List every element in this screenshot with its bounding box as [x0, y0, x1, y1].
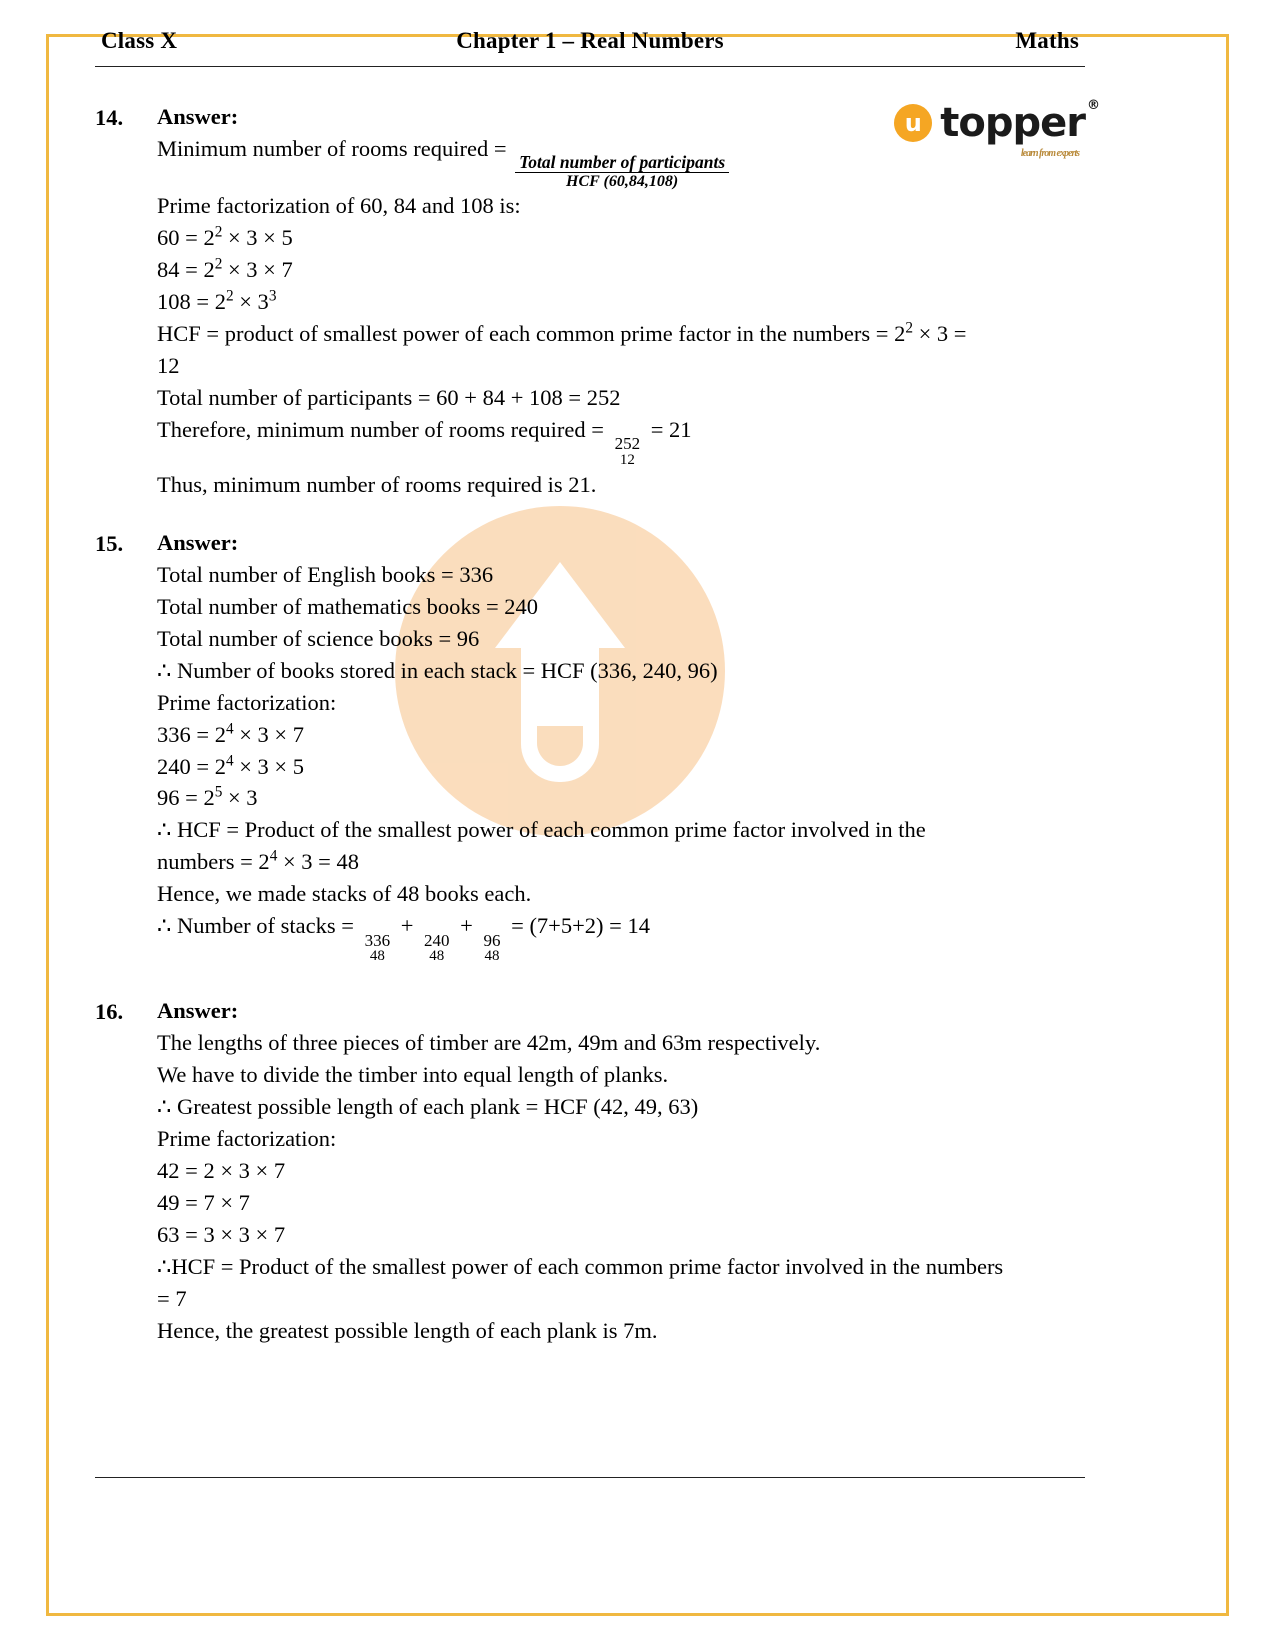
q14-line-3-b: × 3 × 5	[222, 225, 293, 251]
q15-line-10-a: numbers = 2	[157, 849, 270, 875]
q15-line-10-b: × 3 = 48	[277, 849, 359, 875]
q14-line-7: 12	[157, 353, 180, 379]
q15-fraction-3-denominator: 48	[484, 948, 500, 965]
answers-body	[95, 101, 1085, 1346]
q16-line-4: Prime factorization:	[157, 1125, 337, 1151]
q14-fraction-2-denominator: 12	[619, 452, 635, 469]
question-number-14: 14.	[95, 105, 124, 130]
q15-line-6-b: × 3 × 7	[233, 721, 304, 747]
q16-line-5: 42 = 2 × 3 × 7	[157, 1157, 286, 1183]
q15-fraction-2-denominator: 48	[429, 948, 445, 965]
q15-line-8	[157, 782, 1085, 814]
q15-line-4: ∴ Number of books stored in each stack = HCF (336, 240, 96)	[157, 657, 718, 683]
q15-fraction-3-numerator: 96	[483, 930, 501, 950]
q15-line-6-a: 336 = 2	[157, 721, 226, 747]
q14-line-5-exponent-2: 3	[268, 287, 277, 305]
q16-line-2: We have to divide the timber into equal length of planks.	[157, 1062, 669, 1088]
q15-line-10	[157, 846, 1085, 878]
q15-line-7	[157, 751, 1085, 783]
q15-line-3: Total number of science books = 96	[157, 625, 480, 651]
q15-line-10-exponent: 4	[269, 847, 278, 865]
q14-fraction-1	[515, 153, 729, 190]
q14-line-8: Total number of participants = 60 + 84 + 108 = 252	[157, 385, 621, 411]
question-block-15	[95, 527, 1085, 965]
header-divider	[95, 66, 1085, 67]
q15-line-1: Total number of English books = 336	[157, 561, 494, 587]
q14-fraction-1-numerator: Total number of participants	[515, 153, 729, 172]
q14-line-9	[157, 414, 1085, 469]
question-block-16	[95, 995, 1085, 1346]
q14-line-4-a: 84 = 2	[157, 257, 215, 283]
q15-plus-2: +	[460, 913, 473, 939]
q15-line-12-a: ∴ Number of stacks =	[157, 913, 354, 939]
q15-line-8-b: × 3	[222, 785, 258, 811]
page-header	[95, 28, 1085, 54]
question-14-body	[157, 101, 1085, 501]
q15-line-8-a: 96 = 2	[157, 785, 215, 811]
q14-line-6-a: HCF = product of smallest power of each common prime factor in the numbers = 2	[157, 321, 906, 347]
q14-line-4-exponent: 2	[214, 255, 223, 273]
question-number-15: 15.	[95, 530, 124, 556]
topper-logo-text	[940, 98, 1099, 159]
q14-fraction-1-denominator: HCF (60,84,108)	[566, 172, 679, 190]
q15-fraction-1-numerator: 336	[364, 930, 391, 950]
header-chapter-title: Chapter 1 – Real Numbers	[456, 28, 724, 53]
question-15-body	[157, 527, 1085, 965]
q15-plus-1: +	[400, 913, 414, 939]
q16-line-6: 49 = 7 × 7	[157, 1189, 250, 1215]
q14-line-2: Prime factorization of 60, 84 and 108 is:	[157, 193, 521, 219]
q14-line-10: Thus, minimum number of rooms required is 21.	[157, 472, 597, 498]
q14-line-3	[157, 222, 1085, 254]
q15-fraction-2-numerator: 240	[424, 930, 450, 950]
header-class: Class X	[101, 28, 178, 53]
q16-line-1: The lengths of three pieces of timber are 42m, 49m and 63m respectively.	[157, 1030, 821, 1056]
q14-line-1-text: Minimum number of rooms required =	[157, 135, 507, 161]
q15-fraction-1-denominator: 48	[369, 948, 385, 965]
q14-line-5-a: 108 = 2	[157, 289, 226, 315]
q15-line-8-exponent: 5	[214, 783, 223, 801]
q16-line-7: 63 = 3 × 3 × 7	[157, 1221, 286, 1247]
q15-line-12-b: = (7+5+2) = 14	[511, 913, 650, 939]
q14-line-3-a: 60 = 2	[157, 225, 215, 251]
question-number-16: 16.	[95, 999, 124, 1025]
q15-line-6	[157, 719, 1085, 751]
q15-line-5: Prime factorization:	[157, 689, 337, 715]
question-block-14	[95, 101, 1085, 501]
q14-line-4-b: × 3 × 7	[222, 257, 293, 283]
topper-logo	[894, 98, 1099, 159]
answer-label-16: Answer:	[157, 998, 239, 1024]
q16-line-3: ∴ Greatest possible length of each plank = HCF (42, 49, 63)	[157, 1093, 699, 1119]
q15-line-7-exponent: 4	[225, 752, 234, 770]
registered-trademark-icon: ®	[1087, 98, 1099, 113]
q14-line-3-exponent: 2	[214, 223, 223, 241]
q14-fraction-2	[613, 435, 643, 469]
q14-line-5-b: × 3	[233, 289, 269, 315]
topper-logo-tagline: learn from experts	[1020, 148, 1079, 159]
q16-line-10: Hence, the greatest possible length of each plank is 7m.	[157, 1317, 658, 1343]
q16-line-8: ∴HCF = Product of the smallest power of each common prime factor involved in the numbers	[157, 1253, 1004, 1279]
q15-fraction-1	[363, 932, 393, 966]
q14-line-4	[157, 254, 1085, 286]
topper-logo-mark-icon: u	[894, 104, 932, 142]
q15-line-11: Hence, we made stacks of 48 books each.	[157, 881, 532, 907]
q14-line-6-exponent: 2	[905, 319, 913, 337]
q16-line-9: = 7	[157, 1285, 187, 1311]
q14-fraction-2-numerator: 252	[614, 434, 641, 454]
answer-label-15: Answer:	[157, 529, 239, 555]
q15-line-6-exponent: 4	[225, 720, 234, 738]
q15-fraction-2	[422, 932, 452, 966]
q15-line-2: Total number of mathematics books = 240	[157, 593, 539, 619]
q15-line-7-a: 240 = 2	[157, 753, 226, 779]
q14-line-6	[157, 318, 1085, 350]
q15-line-7-b: × 3 × 5	[233, 753, 304, 779]
question-16-body	[157, 995, 1085, 1346]
footer-divider	[95, 1477, 1085, 1478]
q14-line-9-a: Therefore, minimum number of rooms required =	[157, 417, 604, 443]
q15-line-9: ∴ HCF = Product of the smallest power of each common prime factor involved in the	[157, 817, 926, 843]
q15-fraction-3	[482, 932, 503, 966]
q15-line-12	[157, 910, 1085, 965]
topper-logo-wordmark: topper	[940, 100, 1085, 146]
q14-line-6-b: × 3 =	[912, 321, 967, 347]
q14-line-9-b: = 21	[650, 417, 692, 443]
answer-label-14: Answer:	[157, 104, 239, 129]
page-content	[95, 28, 1099, 1538]
q14-line-5	[157, 286, 1085, 318]
q14-line-5-exponent-1: 2	[225, 287, 234, 305]
header-subject: Maths	[1015, 28, 1079, 53]
